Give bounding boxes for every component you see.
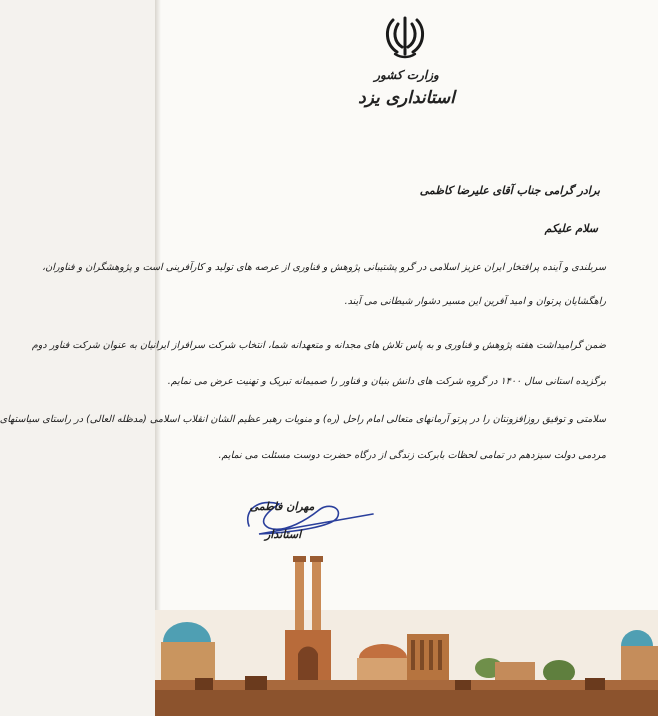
iran-emblem-icon <box>383 14 427 60</box>
signer-title: استاندار <box>265 528 302 541</box>
signature-scribble <box>239 488 379 548</box>
paragraph-line: سلامتی و توفیق روزافزونتان را در پرتو آرمانهای متعالی امام راحل (ره) و منویات رهبر عظیم الشان انقلاب اسلامی (مدظله العالی) در راستای سیاستهای <box>0 414 606 425</box>
paragraph-line: ضمن گرامیداشت هفته پژوهش و فناوری و به پاس تلاش های مجدانه و متعهدانه شما، انتخاب شرکت سرافراز ایرانیان به عنوان شرکت فناور دوم <box>31 340 606 351</box>
paragraph-line: مردمی دولت سیزدهم در تمامی لحظات بابرکت زندگی از درگاه حضرت دوست مسئلت می نمایم. <box>218 450 606 461</box>
paragraph-line: سربلندی و آینده پرافتخار ایران عزیز اسلامی در گرو پشتیبانی پژوهش و فناوری از عرصه های تولید و کارآفرینی است و پژوهشگران و فناوران، <box>42 262 606 273</box>
salutation: برادر گرامی جناب آقای علیرضا کاظمی <box>419 184 600 197</box>
yazd-skyline-illustration <box>155 550 658 716</box>
ministry-name: وزارت کشور <box>374 68 439 82</box>
paragraph-line: برگزیده استانی سال ۱۴۰۰ در گروه شرکت های دانش بنیان و فناور را صمیمانه تبریک و تهنیت عرض می نمایم. <box>167 376 606 387</box>
office-name: استانداری یزد <box>358 88 455 108</box>
paragraph-line: راهگشایان پرتوان و امید آفرین این مسیر دشوار شیطانی می آیند. <box>344 296 606 307</box>
greeting: سلام علیکم <box>544 222 598 235</box>
signer-name: مهران فاطمی <box>249 500 315 513</box>
